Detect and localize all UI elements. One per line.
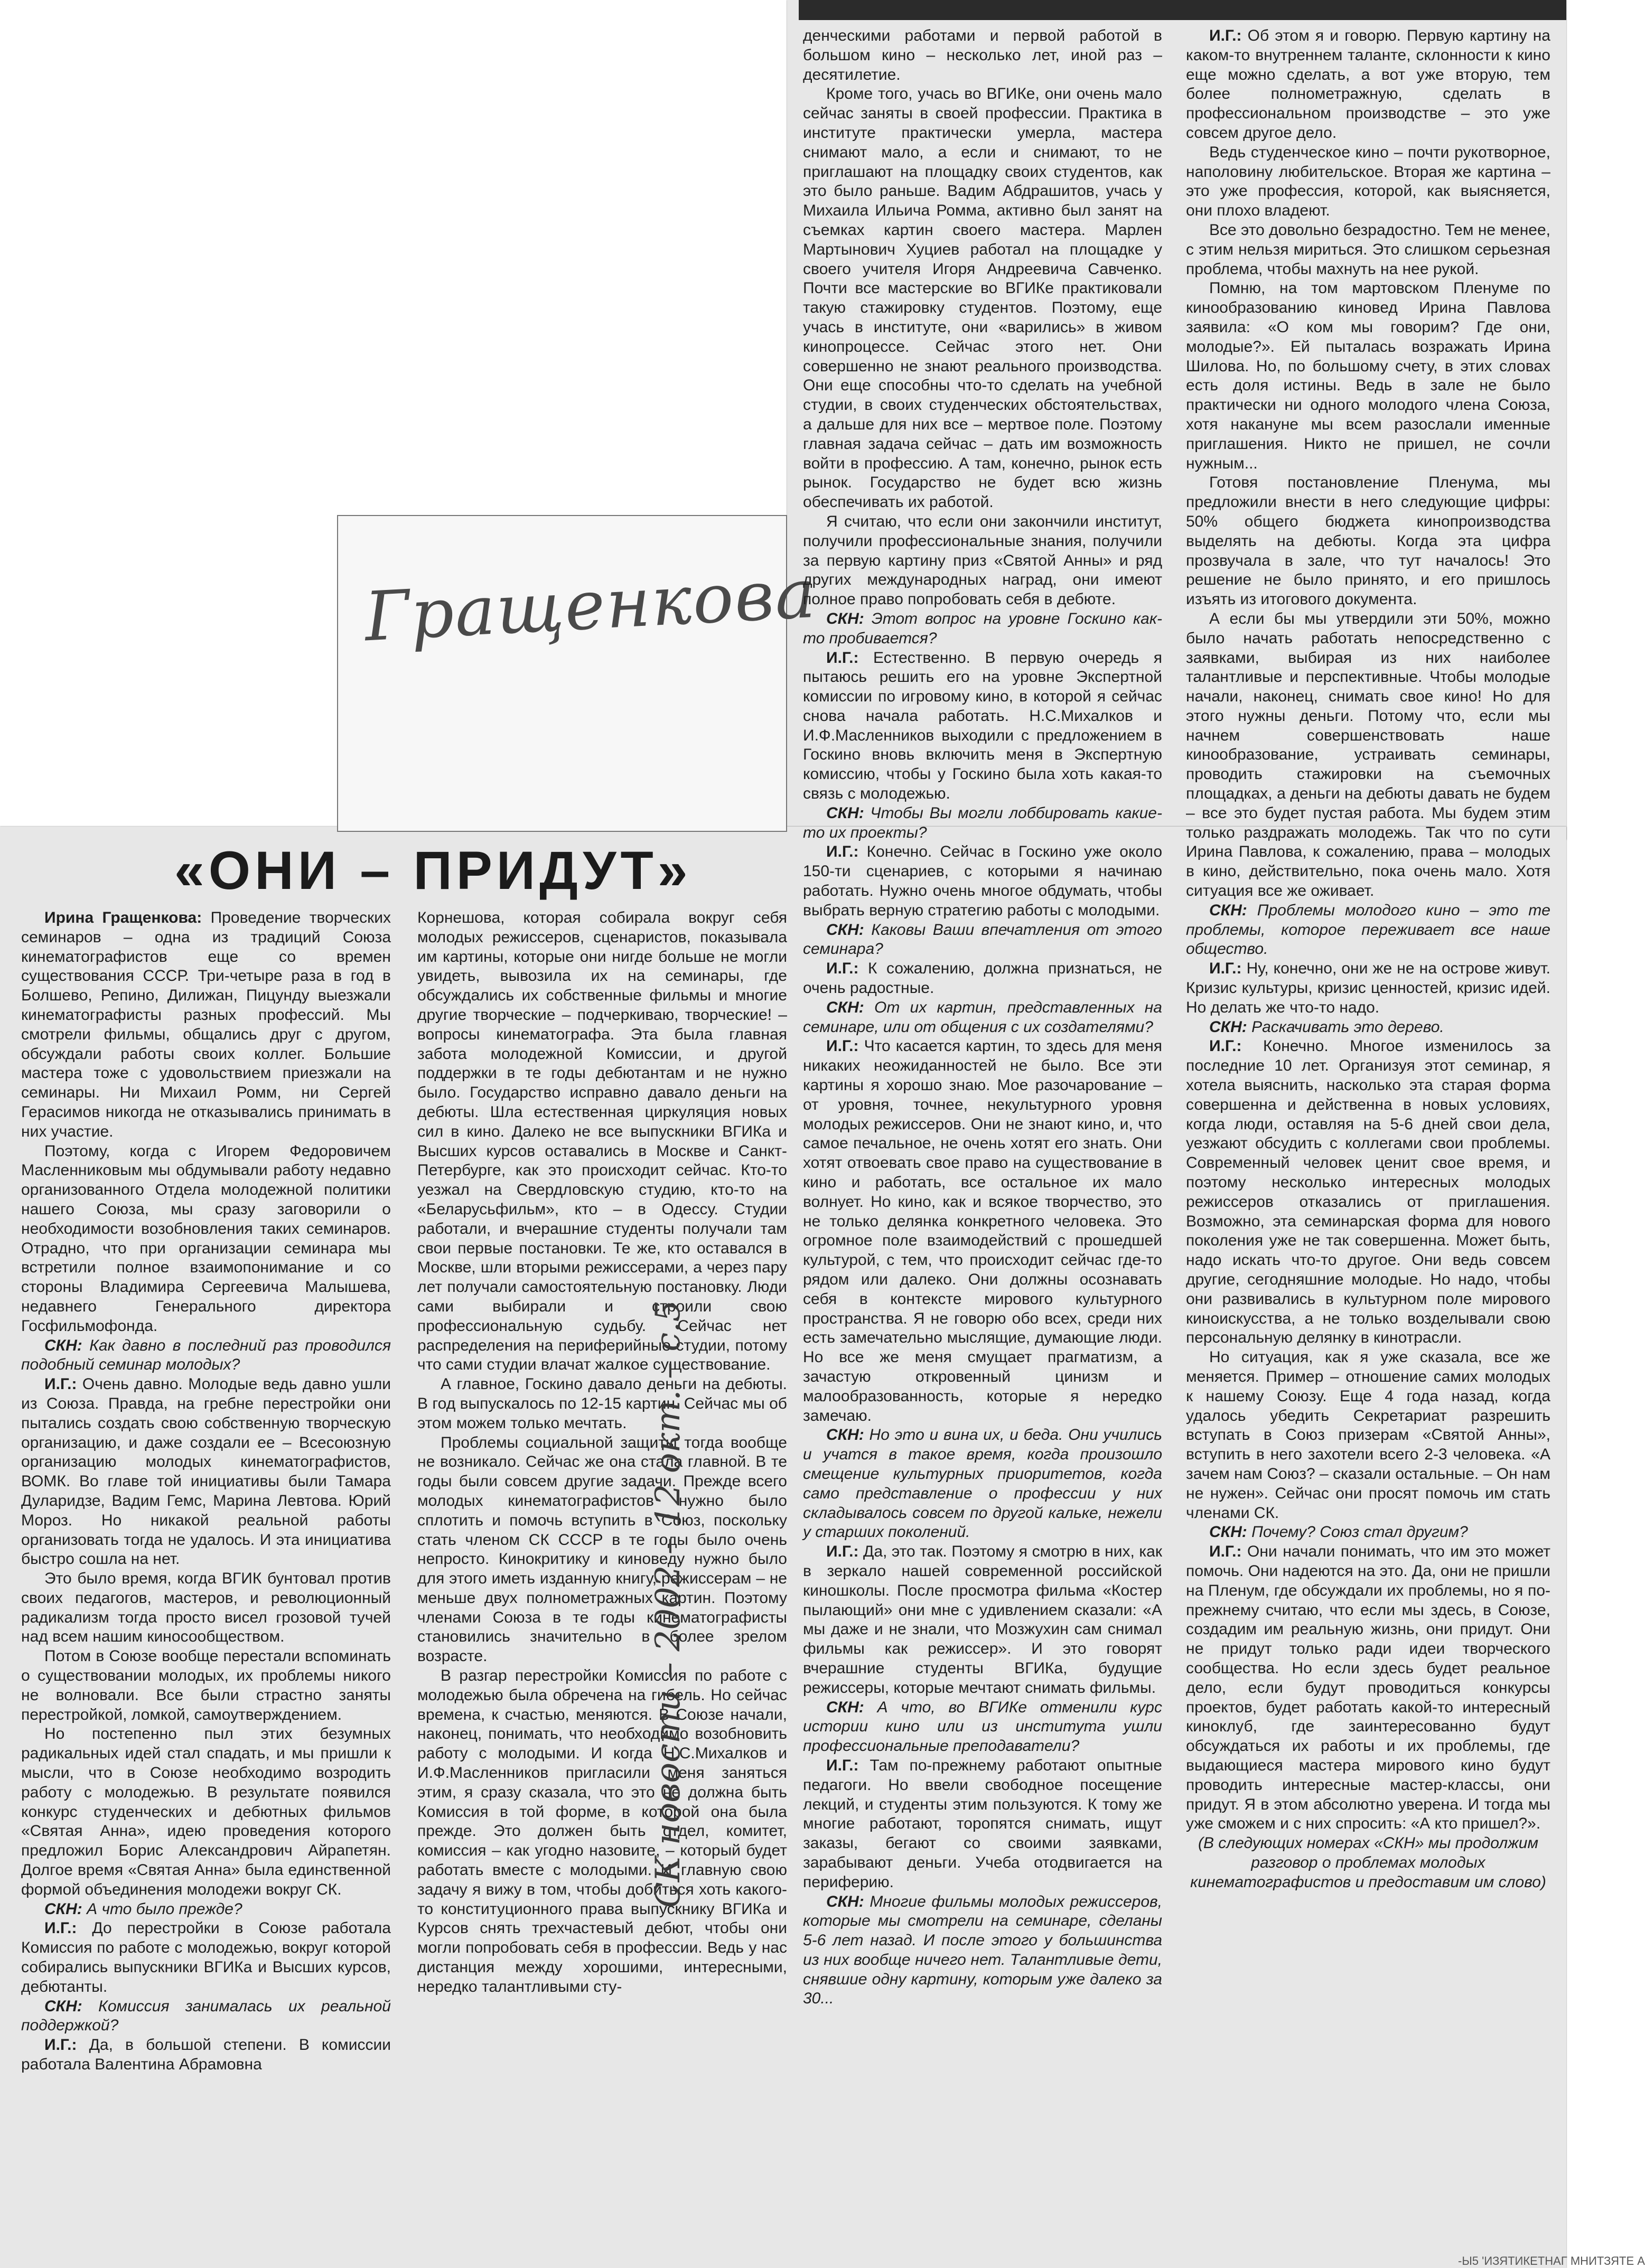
paragraph-text: Потом в Союзе вообще перестали вспоминать о существовании молодых, их проблемы никого не волновали. Все были страстно заняты перестройкой, ломкой, самоутверждением. [21,1647,391,1723]
speaker-label: СКН: [44,1336,82,1354]
paragraph-text: Чтобы Вы могли лоббировать какие-то их проекты? [803,804,1162,841]
speaker-label: СКН: [44,1997,82,2015]
handwritten-source-note: СК новости – 2002 – 12 окт. – с.5 [649,1300,688,1908]
article-column-4 [1186,26,1550,2263]
paragraph-text: А что, во ВГИКе отменили курс истории кино или из института ушли профессиональные преподаватели? [803,1698,1162,1755]
speaker-label: СКН: [1209,1018,1247,1036]
speaker-label: СКН: [826,998,864,1016]
speaker-label: И.Г.: [826,960,859,978]
paragraph-text: К сожалению, должна признаться, не очень радостные. [803,960,1162,997]
article-paragraph [1186,1542,1550,1834]
speaker-label: И.Г.: [1209,960,1242,978]
paragraph-text: Готовя постановление Пленума, мы предложили внести в него следующие цифры: 50% общего бюджета кинопроизводства выделять на дебюты. Когда эта цифра прозвучала в зале, что тут началось! Это решение не было принято, и его пришлось изъять из итогового документа. [1186,474,1550,608]
paragraph-text: Как давно в последний раз проводился подобный семинар молодых? [21,1336,391,1374]
article-paragraph [803,610,1162,649]
article-paragraph [21,1336,391,1375]
speaker-label: И.Г.: [826,1037,859,1055]
speaker-label: И.Г.: [826,1756,859,1774]
paragraph-text: Корнешова, которая собирала вокруг себя молодых режиссеров, сценаристов, показывала им картины, которые они нигде больше не могли увидеть, вывозила их на семинары, где обсуждались их собственные фильмы и многие другие творческие – подчеркиваю, творческие! – вопросы кинематографа. Эта была главная забота молодежной Комиссии, и другой поддержки в те годы дебютантам и не нужно было. Государство исправно давало деньги на дебюты. Шла естественная циркуляция новых сил в кино. Далеко не все выпускники ВГИКа и Высших курсов оставались в Москве и Санкт-Петербурге, как это происходит сейчас. Кто-то уезжал на Свердловскую студию, кто-то на «Беларусьфильм», кто – в Одессу. Студии работали, и вчерашние студенты получали там свои первые постановки. Те же, кто оставался в Москве, шли вторыми режиссерами, а через пару лет получали самостоятельную постановку. Люди сами выбирали и строили свою профессиональную судьбу. Сейчас нет распределения на периферийные студии, потому что сами студии влачат жалкое существование. [417,909,787,1374]
paragraph-text: Но ситуация, как я уже сказала, все же меняется. Пример – отношение самих молодых к нашему Союзу. Еще 4 года назад, когда удалось убедить Секретариат разрешить вступать в Союз призерам «Святой Анны», вступить в него захотели всего 2-3 человека. «А зачем нам Союз? – сказали остальные. – Он нам не нужен». Сейчас они просят помочь им стать членами СК. [1186,1348,1550,1522]
article-paragraph [1186,1523,1550,1542]
paragraph-text: Проблемы социальной защиты тогда вообще не возникало. Сейчас же она стала главной. В те годы были совсем другие задачи. Прежде всего молодых кинематографистов нужно было сплотить и помочь вступить в Союз, поскольку стать членом СК СССР в те годы было очень непросто. Кинокритику и киноведу нужно было для этого иметь изданную книгу, режиссерам – не меньше двух полнометражных картин. Поэтому членами Союза в те годы кинематографисты становились значительно в более зрелом возрасте. [417,1433,787,1665]
article-paragraph [1186,143,1550,221]
article-paragraph [417,1375,787,1433]
paragraph-text: Все это довольно безрадостно. Тем не менее, с этим нельзя мириться. Это слишком серьезная проблема, чтобы махнуть на нее рукой. [1186,221,1550,278]
paragraph-text: Каковы Ваши впечатления от этого семинара? [803,921,1162,958]
paragraph-text: Этот вопрос на уровне Госкино как-то пробивается? [803,610,1162,647]
paragraph-text: Ну, конечно, они же не на острове живут. Кризис культуры, кризис ценностей, кризис идей. Но делать же что-то надо. [1186,960,1550,1016]
paragraph-text: Я считаю, что если они закончили институт, получили профессиональные знания, получили за первую картину приз «Святой Анны» и ряд других международных наград, они имеют полное право попробовать себя в дебюте. [803,512,1162,608]
paragraph-text: Да, в большой степени. В комиссии работала Валентина Абрамовна [21,2036,391,2074]
article-paragraph [803,998,1162,1037]
article-paragraph [803,1037,1162,1426]
paragraph-text: Раскачивать это дерево. [1251,1018,1444,1036]
article-paragraph [803,1756,1162,1892]
paragraph-text: В разгар перестройки Комиссия по работе с молодежью была обречена на гибель. Но сейчас времена, к счастью, меняются. В Союзе начали, наконец, понимать, что необходимо возобновить работу с молодыми. И когда Н.С.Михалков и И.Ф.Масленников пригласили меня заняться этим, я сразу сказала, что это не должна быть Комиссия в той форме, в которой она была прежде. Это должен быть отдел, комитет, комиссия – как угодно назовите, – который будет работать вместе с молодыми. И главную свою задачу я вижу в том, чтобы добиться хоть какого-то конституционного права выпускнику ВГИКа и Курсов снять трехчастевый дебют, чтобы они могли попробовать себя в профессии. Ведь у нас дистанция между хорошими, интересными, нередко талантливыми сту- [417,1667,787,1995]
article-paragraph [803,85,1162,512]
paragraph-text: Естественно. В первую очередь я пытаюсь решить его на уровне Экспертной комиссии по игровому кино, в которой я сейчас снова начала работать. Н.С.Михалков и И.Ф.Масленников выходили с предложением в Госкино вновь включить меня в Экспертную комиссию, чтобы у Госкино была хоть какая-то связь с молодежью. [803,649,1162,803]
article-paragraph [803,1892,1162,2009]
article-paragraph [417,1666,787,1997]
speaker-label: СКН: [826,1426,864,1444]
paragraph-text: Ведь студенческое кино – почти рукотворное, наполовину любительское. Вторая же картина – это уже профессия, которой, как выясняется, они плохо владеют. [1186,143,1550,220]
paragraph-text: Почему? Союз стал другим? [1251,1523,1468,1541]
paragraph-text: Это было время, когда ВГИК бунтовал против своих педагогов, мастеров, и революционный радикализм тогда просто висел грозовой тучей над всем нашим киносообществом. [21,1570,391,1646]
paragraph-text: До перестройки в Союзе работала Комиссия по работе с молодежью, вокруг которой собирались выпускники ВГИКа и Высших курсов, дебютанты. [21,1919,391,1995]
speaker-label: СКН: [1209,901,1247,919]
article-paragraph [1186,279,1550,473]
speaker-label: И.Г.: [44,1375,77,1393]
paragraph-text: Там по-прежнему работают опытные педагоги. Но ввели свободное посещение лекций, и студенты этим пользуются. К тому же многие работают, торопятся снимать, ищут заказы, бегают со своими заявками, зарабывают деньги. Учеба отодвигается на периферию. [803,1756,1162,1891]
paragraph-text: Многие фильмы молодых режиссеров, которые мы смотрели на семинаре, сделаны 5-6 лет назад. И после этого у большинства из них вообще ничего нет. Талантливые дети, снявшие одну картину, которым уже далеко за 30... [803,1892,1162,2008]
paragraph-text: Поэтому, когда с Игорем Федоровичем Масленниковым мы обдумывали работу недавно организованного Отдела молодежной политики нашего Союза, мы сразу заговорили о необходимости возобновления таких семинаров. Отрадно, что при организации семинара мы встретили полное взаимопонимание и со стороны Владимира Сергеевича Малышева, недавнего Генерального директора Госфильмофонда. [21,1142,391,1335]
paragraph-text: Проведение творческих семинаров – одна из традиций Союза кинематографистов еще со времен существования СССР. Три-четыре раза в год в Болшево, Репино, Дилижан, Пицунду выезжали кинематографисты разных профессий. Мы смотрели фильмы, общались друг с другом, обсуждали работы своих коллег. Большие мастера тоже с удовольствием приезжали на семинары. Ни Михаил Ромм, ни Сергей Герасимов никогда не отказывались принимать в них участие. [21,909,391,1140]
paragraph-text: Об этом я и говорю. Первую картину на каком-то внутреннем таланте, склонности к кино еще можно сделать, а вот уже вторую, тем более полнометражную, сделать в профессиональном производстве – это уже совсем другое дело. [1186,27,1550,142]
article-column-2 [417,908,787,2263]
speaker-label: И.Г.: [1209,1543,1242,1561]
article-paragraph [1186,610,1550,901]
article-paragraph [1186,473,1550,610]
speaker-label: И.Г.: [1209,1037,1242,1055]
article-paragraph [803,804,1162,843]
speaker-label: И.Г.: [826,649,859,667]
paragraph-text: Но это и вина их, и беда. Они учились и учатся в такое время, когда произошло смещение культурных приоритетов, когда само представление о профессии у них складывалось совсем по другой кальке, нежели у старших поколений. [803,1426,1162,1541]
paragraph-text: (В следующих номерах «СКН» мы продолжим разговор о проблемах молодых кинематографистов и предоставим им слово) [1190,1834,1546,1891]
article-paragraph [417,908,787,1375]
speaker-label: Ирина Гращенкова: [44,909,202,926]
paragraph-text: Что касается картин, то здесь для меня никаких неожиданностей не было. Все эти картины я хорошо знаю. Мое разочарование – от уровня, точнее, некультурного уровня молодых режиссеров. Они не знают кино, и, что самое печальное, не очень хотят его знать. Они хотят отвоевать свое право на существование в кино и работать, все остальное их мало волнует. Но кино, как и всякое творчество, это не только делянка конкретного человека. Это огромное поле взаимодействий с прошедшей культурой, с тем, что происходит сейчас где-то рядом или далеко. Они должны осознавать себя в контексте мирового культурного пространства. Я не говорю обо всех, среди них есть замечательно мыслящие, думающие люди. Но все же меня смущает прагматизм, а зачастую откровенный цинизм и малообразованность, которые я нередко замечаю. [803,1037,1163,1424]
footer-fragment: -Ы5 'ИЗЯТИКЕТНАГ МНИТЗЯТЕ А [1458,2254,1645,2267]
article-paragraph [1186,901,1550,959]
paragraph-text: Конечно. Многое изменилось за последние 10 лет. Организуя этот семинар, я хотела выяснить, насколько эта старая форма совершенна и действенна в новых условиях, когда люди, оставляя на 5-6 дней свои дела, уезжают обсудить с коллегами свои проблемы. Современный человек ценит свое время, и поэтому несколько интересных молодых режиссеров отказались от приглашения. Возможно, эта семинарская форма для нового поколения уже не так совершенна. Может быть, надо искать что-то другое. Они ведь совсем другие, сегодняшние молодые. Но надо, чтобы они развивались в культурном поле мирового киноискусства, а не только возделывали свою персональную делянку в кинотрасли. [1186,1037,1550,1347]
paragraph-text: А что было прежде? [87,1900,242,1918]
paragraph-text: Помню, на том мартовском Пленуме по кинообразованию киновед Ирина Павлова заявила: «О ком мы говорим? Где они, молодые?». Ей пыталась возражать Ирина Шилова. Но, по большому счету, в этих словах есть доля истины. Ведь в зале не было практически ни одного молодого члена Союза, хотя накануне мы всем разослали именные приглашения. Никто не пришел, не сочли нужным... [1186,279,1550,472]
article-column-1 [21,908,391,2263]
article-paragraph [1186,1018,1550,1037]
paragraph-text: денческими работами и первой работой в большом кино – несколько лет, иной раз – десятилетие. [803,27,1162,83]
speaker-label: И.Г.: [44,1919,77,1937]
paragraph-text: Комиссия занималась их реальной поддержкой? [21,1997,391,2035]
article-paragraph [21,1375,391,1569]
article-paragraph [21,1647,391,1725]
speaker-label: И.Г.: [1209,27,1242,44]
paragraph-text: А если бы мы утвердили эти 50%, можно было начать работать непосредственно с заявками, выбирая из них наиболее талантливые и перспективные. Чтобы молодые начали, наконец, снимать свое кино! Но для этого нужны деньги. Потому что, если мы начнем совершенствовать наше кинообразование, устраивать семинары, проводить стажировки на съемочных площадках, а деньги на дебюты давать не будем – все это будет пустая работа. Мы будем этим только раздражать молодежь. Так что по сути Ирина Павлова, к сожалению, права – молодых в кино, действительно, пока очень мало. Хотя ситуация все же оживает. [1186,610,1550,900]
speaker-label: И.Г.: [44,2036,77,2054]
paragraph-text: Проблемы молодого кино – это те проблемы, которое переживает все наше общество. [1186,901,1550,958]
speaker-label: СКН: [826,610,864,627]
article-paragraph [803,649,1162,804]
paragraph-text: Но постепенно пыл этих безумных радикальных идей стал спадать, и мы пришли к мысли, что в Союзе необходимо возродить работу с молодежью. В результате появился конкурс студенческих и дебютных фильмов «Святая Анна», идею проведения которого предложил Борис Александрович Айрапетян. Долгое время «Святая Анна» была единственной формой объединения молодежи вокруг СК. [21,1725,391,1898]
article-paragraph [803,921,1162,960]
black-header-strip [799,0,1566,20]
speaker-label: СКН: [826,1698,864,1716]
speaker-label: И.Г.: [826,843,859,861]
paragraph-text: От их картин, представленных на семинаре, или от общения с их создателями? [803,998,1162,1036]
article-paragraph [21,1919,391,1997]
article-paragraph [21,2036,391,2075]
paragraph-text: Они начали понимать, что им это может помочь. Они надеются на это. Да, они не пришли на Пленум, где обсуждали их проблемы, но я по-прежнему считаю, что если мы здесь, в Союзе, создадим им реальную жизнь, они придут. Они не придут только ради идеи творческого сообщества. Но если здесь будет реальное дело, если будут проводиться конкурсы проектов, будет работать какой-то интересный киноклуб, где заинтересованно будут обсуждаться их работы и их проблемы, где выдающиеся мастера мирового кино будут проводить интересные мастер-классы, они придут. Я в этом абсолютно уверена. И тогда мы уже сможем и с них спросить: «А кто пришел?». [1186,1543,1550,1833]
article-paragraph [21,1142,391,1336]
article-paragraph [21,908,391,1142]
article-paragraph [1186,221,1550,279]
article-paragraph [21,1569,391,1647]
article-paragraph [803,26,1162,85]
article-paragraph [21,1725,391,1899]
paragraph-text: Конечно. Сейчас в Госкино уже около 150-ти сценариев, с которыми я начинаю работать. Нужно очень многое обдумать, чтобы выбрать верную стратегию работы с молодыми. [803,843,1163,919]
speaker-label: И.Г.: [826,1543,859,1561]
article-paragraph [803,959,1162,998]
article-paragraph [803,512,1162,610]
article-paragraph [21,1900,391,1919]
name-slip [337,515,818,832]
article-paragraph [1186,1348,1550,1523]
article-paragraph [1186,26,1550,143]
speaker-label: СКН: [44,1900,82,1918]
paragraph-text: Да, это так. Поэтому я смотрю в них, как в зеркало нашей современной российской киношколы. После просмотра фильма «Костер пылающий» они мне с удивлением сказали: «А мы даже и не знали, что Мозжухин сам снимал фильмы как режиссер». И это говорят вчерашние студенты ВГИКа, будущие режиссеры, которые мечтают снимать фильмы. [803,1543,1162,1697]
speaker-label: СКН: [826,804,864,822]
paragraph-text: Кроме того, учась во ВГИКе, они очень мало сейчас заняты в своей профессии. Практика в институте практически умерла, мастера снимают мало, а если и снимают, то не приглашают на площадку своих студентов, как это было раньше. Вадим Абдрашитов, учась у Михаила Ильича Ромма, активно был занят на съемках картин своего мастера. Марлен Мартынович Хуциев работал на площадке у своего учителя Игоря Андреевича Савченко. Почти все мастерские во ВГИКе практиковали такую стажировку студентов. Поэтому, еще учась в институте, они «варились» в живом кинопроцессе. Сейчас этого нет. Они совершенно не знают реального производства. Они еще способны что-то сделать на учебной студии, в своих студенческих обстоятельствах, а дальше для них все – мертвое поле. Поэтому главная задача сейчас – дать им возможность войти в профессию. А там, конечно, рынок есть рынок. Государство не будет всю жизнь обеспечивать их работой. [803,85,1162,511]
article-paragraph [803,842,1162,920]
article-paragraph [803,1426,1162,1542]
article-paragraph [1186,1834,1550,1892]
speaker-label: СКН: [826,1892,864,1910]
article-paragraph [417,1433,787,1667]
article-column-3 [803,26,1162,2263]
speaker-label: СКН: [826,921,864,939]
article-title: «ОНИ – ПРИДУТ» [174,840,692,901]
article-paragraph [21,1997,391,2036]
speaker-label: СКН: [1209,1523,1247,1541]
article-paragraph [803,1542,1162,1698]
article-paragraph [1186,1037,1550,1348]
handwritten-name: Гращенкова [362,554,818,657]
paragraph-text: Очень давно. Молодые ведь давно ушли из Союза. Правда, на гребне перестройки они пытались создать свою собственную творческую организацию, и даже создали ее – Всесоюзную организацию молодых кинематографистов, ВОМК. Во главе той инициативы были Тамара Дуларидзе, Вадим Гемс, Марина Левтова. Юрий Мороз. Но никакой реальной работы организовать тогда не удалось. И эта инициатива быстро сошла на нет. [21,1375,391,1568]
paragraph-text: А главное, Госкино давало деньги на дебюты. В год выпускалось по 12-15 картин. Сейчас мы об этом можем только мечтать. [417,1375,787,1432]
article-paragraph [803,1698,1162,1756]
article-paragraph [1186,959,1550,1017]
